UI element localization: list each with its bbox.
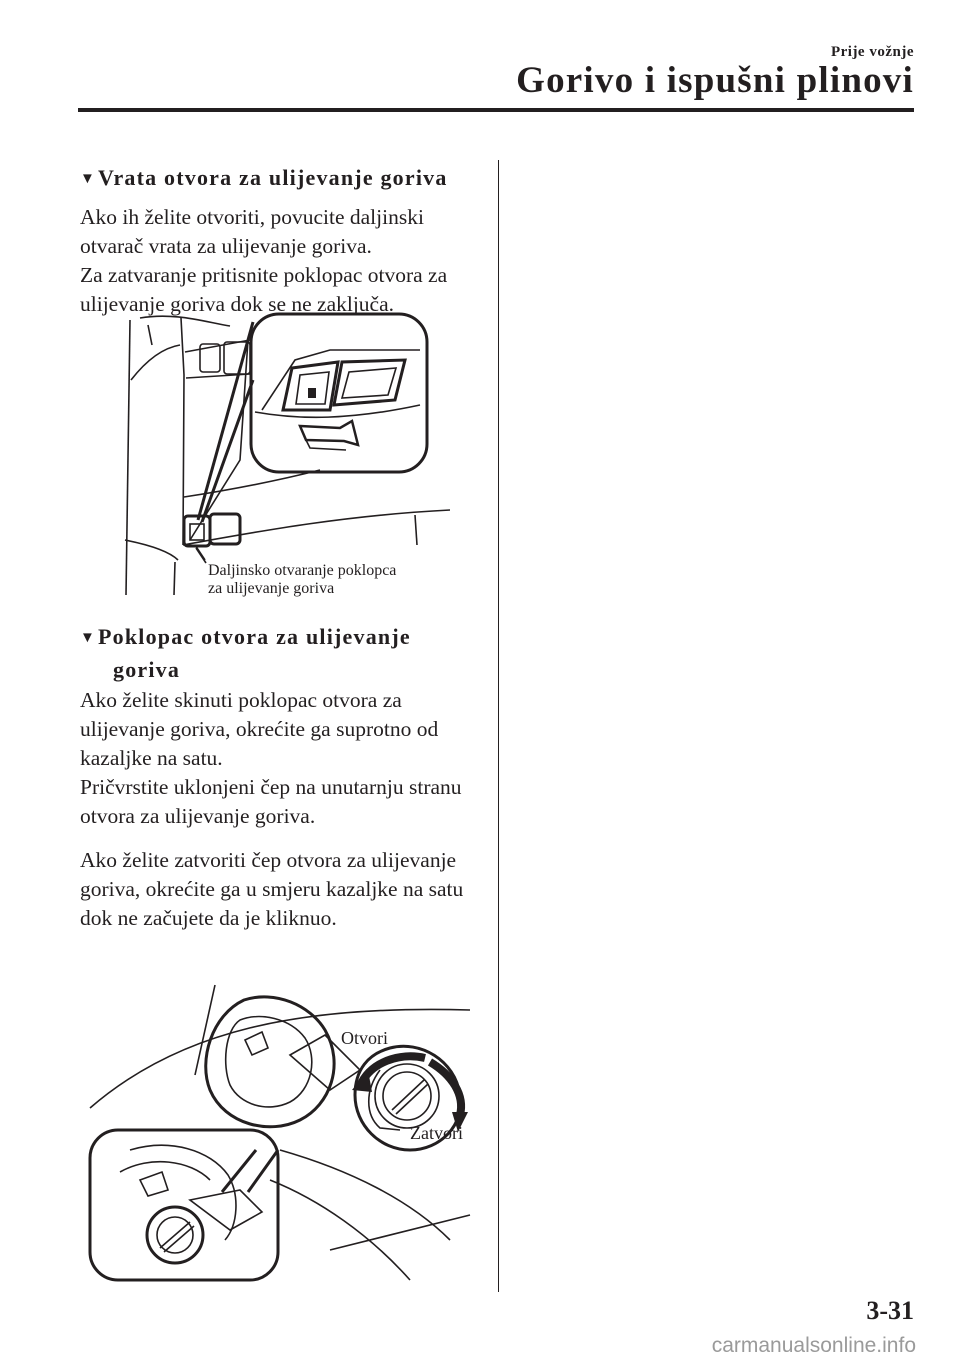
triangle-bullet-icon: ▼ [80,171,97,187]
page-number: 3-31 [866,1296,914,1325]
watermark: carmanualsonline.info [711,1334,916,1357]
section-heading-fuel-door: ▼Vrata otvora za ulijevanje goriva [80,162,448,195]
triangle-bullet-icon: ▼ [80,630,97,646]
paragraph-close-cap: Ako želite zatvoriti čep otvora za ulijevanje goriva, okrećite ga u smjeru kazaljke na satu dok ne začujete da je kliknuo. [80,848,464,930]
section-heading-fuel-cap: ▼Poklopac otvora za ulijevanje goriva [80,624,411,682]
paragraph-open-fuel-door: Ako ih želite otvoriti, povucite daljinski otvarač vrata za ulijevanje goriva. [80,205,424,258]
label-close: Zatvori [410,1123,463,1143]
paragraph-close-fuel-door: Za zatvaranje pritisnite poklopac otvora za ulijevanje goriva dok se ne zaključa. [80,263,448,316]
paragraph-remove-cap: Ako želite skinuti poklopac otvora za ulijevanje goriva, okrećite ga suprotno od kazaljke na satu. [80,688,439,770]
paragraph-attach-cap: Pričvrstite uklonjeni čep na unutarnju stranu otvora za ulijevanje goriva. [80,775,462,828]
section-label: Prije vožnje [830,44,914,60]
chapter-title: Gorivo i ispušni plinovi [516,60,914,101]
label-open: Otvori [341,1028,388,1048]
figure-callout-remote-opener: Daljinsko otvaranje poklopca za ulijevanje goriva [208,562,397,597]
